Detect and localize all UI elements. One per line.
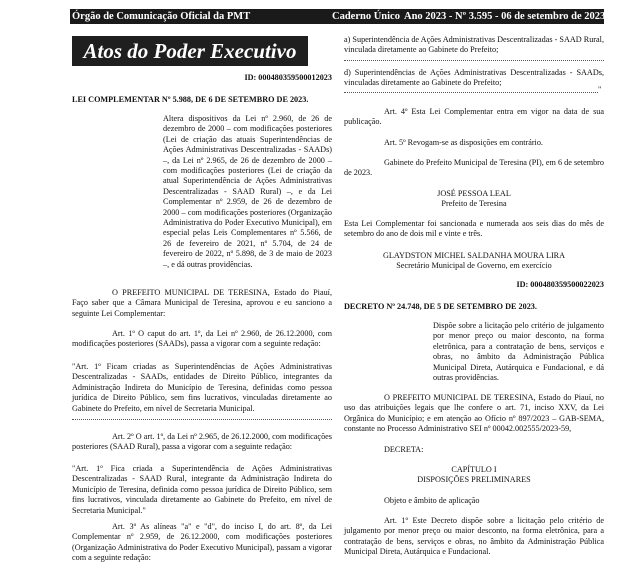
quote-end: ": [598, 85, 602, 94]
decreto-preambulo: O PREFEITO MUNICIPAL DE TERESINA, Estado do Piauí, no uso das atribuições legais que lhe confere o art. 71, inciso XXV, da Lei Orgânica do Município; e em atenção ao Ofício nº 897/2023 – GAB-SEMA, constante no Processo Administrativo SEI nº 00042.002555/2023-59,: [344, 393, 604, 434]
art2-text: Art. 2º O art. 1º, da Lei nº 2.965, de 26.12.2000, com modificações posteriores (SAAD Rural), passa a vigorar com a seguinte redação:: [72, 432, 332, 452]
caderno-label: Caderno Único: [332, 11, 400, 22]
edicao-label: Ano 2023 - Nº 3.595 - 06 de setembro de 2023: [404, 11, 606, 22]
masthead-remnant: [150, 0, 530, 6]
header-bar: [70, 9, 604, 24]
art4-text: Art. 4º Esta Lei Complementar entra em vigor na data de sua publicação.: [344, 107, 604, 127]
decreto-ementa: Dispõe sobre a licitação pelo critério de julgamento por menor preço ou maior desconto, na forma eletrônica, para a contratação de bens, serviços e obras, no âmbito da Administração Pública Municipal Direta, Autárquica e Fundacional, e dá outras providências.: [433, 321, 604, 383]
signature-role: Prefeito de Teresina: [441, 199, 507, 208]
art1-text: Art. 1º O caput do art. 1º, da Lei nº 2.960, de 26.12.2000, com modificações posteriores (SAADs), passa a vigorar com a seguinte redação:: [72, 329, 332, 349]
lei-title: LEI COMPLEMENTAR Nº 5.988, DE 6 DE SETEMBRO DE 2023.: [72, 95, 309, 104]
id-label: ID: 000480359500022023: [516, 280, 604, 289]
art5-text: Art. 5º Revogam-se as disposições em contrário.: [384, 138, 543, 147]
signature-role: Secretário Municipal de Governo, em exercício: [396, 261, 552, 270]
signature-name: GLAYDSTON MICHEL SALDANHA MOURA LIRA: [382, 251, 566, 260]
capitulo-label: CAPÍTULO I: [451, 465, 497, 474]
art3-text: Art. 3º As alíneas "a" e "d", do inciso I, do art. 8º, da Lei Complementar nº 2.959, de 26.12.2000, com modificações posteriores (Organização Administrativa do Poder Executivo Municipal), passam a vigorar com a seguinte redação:: [72, 522, 332, 563]
art1-decreto-text: Art. 1º Este Decreto dispõe sobre a licitação pelo critério de julgamento por menor preço ou maior desconto, na forma eletrônica, para a contratação de bens, serviços e obras, no âmbito da Administração Pública Municipal Direta, Autárquica e Fundacional.: [344, 516, 604, 557]
item-a: a) Superintendência de Ações Administrativas Descentralizadas - SAAD Rural, vinculada diretamente ao Gabinete do Prefeito;: [344, 35, 604, 55]
art2-quote: "Art. 1º Fica criada a Superintendência de Ações Administrativas Descentralizadas - SAAD Rural, integrante da Administração Indireta do Município de Teresina, definida como pessoa jurídica de Direito Público, sem fins lucrativos, vinculada diretamente ao Gabinete do Prefeito, em nível de Secretaria Municipal.": [72, 464, 332, 515]
decreta-label: DECRETA:: [384, 445, 424, 454]
id-label: ID: 000480359500012023: [244, 73, 332, 82]
item-d: d) Superintendências de Ações Administrativas Descentralizadas - SAADs, vinculadas diretamente ao Gabinete do Prefeito;: [344, 68, 604, 88]
divider: [344, 60, 604, 61]
objeto-label: Objeto e âmbito de aplicação: [384, 496, 480, 505]
art1-quote: "Art. 1º Ficam criadas as Superintendências de Ações Administrativas Descentralizadas - SAADs, entidades de Direito Público, integrantes da Administração Indireta do Município de Teresina, definidas como pessoa jurídica de Direito Público, sem fins lucrativos, vinculadas diretamente ao Gabinete do Prefeito, em nível de Secretaria Municipal.: [72, 362, 332, 413]
disposicoes-label: DISPOSIÇÕES PRELIMINARES: [417, 475, 531, 484]
lei-preambulo: O PREFEITO MUNICIPAL DE TERESINA, Estado do Piauí, Faço saber que a Câmara Municipal de Teresina, aprovou e eu sanciono a seguinte Lei Complementar:: [72, 288, 332, 318]
section-banner: Atos do Poder Executivo: [72, 36, 308, 66]
decreto-title: DECRETO Nº 24.748, DE 5 DE SETEMBRO DE 2023.: [344, 302, 537, 311]
sancionada-text: Esta Lei Complementar foi sancionada e numerada aos seis dias do mês de setembro do ano de dois mil e vinte e três.: [344, 219, 604, 239]
signature-name: JOSÉ PESSOA LEAL: [437, 189, 511, 198]
divider: [72, 419, 332, 420]
divider: [344, 92, 598, 93]
gabinete-text: Gabinete do Prefeito Municipal de Teresina (PI), em 6 de setembro de 2023.: [344, 158, 604, 178]
lei-ementa: Altera dispositivos da Lei nº 2.960, de 26 de dezembro de 2000 – com modificações posteriores (Lei de criação das atuais Superintendências de Ações Administrativas Descentralizadas - SAADs) –, da Lei nº 2.965, de 26 de dezembro de 2000 – com modificações posteriores (Lei de criação da atual Superintendência de Ações Administrativas Descentralizadas - SAAD Rural) –, e da Lei Complementar nº 2.959, de 26 de dezembro de 2000 – com modificações posteriores (Organização Administrativa do Poder Executivo Municipal), em especial pelas Leis Complementares nº 5.566, de 26 de fevereiro de 2021, nº 5.704, de 24 de fevereiro de 2022, nº 5.898, de 3 de maio de 2023 –, e dá outras providências.: [163, 114, 332, 269]
orgao-label: Órgão de Comunicação Oficial da PMT: [72, 11, 251, 22]
